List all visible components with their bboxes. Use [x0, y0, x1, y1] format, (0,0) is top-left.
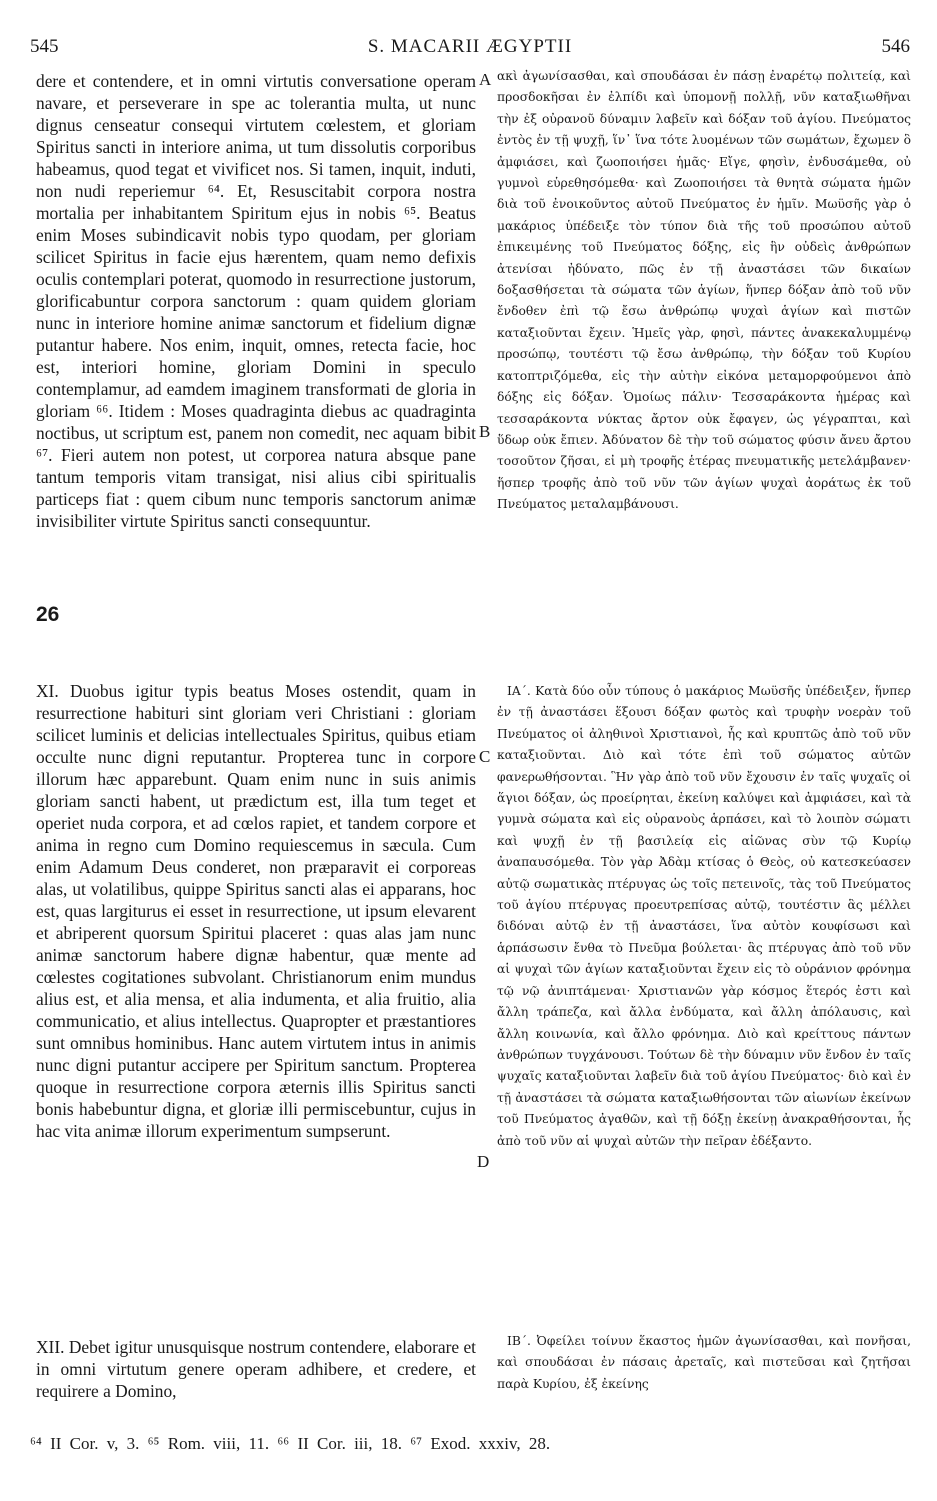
latin-paragraph-3 [36, 1336, 476, 1402]
section-marker-c: C [479, 747, 491, 766]
greek-paragraph-1 [497, 66, 911, 516]
page-header [30, 36, 910, 62]
greek-text: ακὶ ἀγωνίσασθαι, καὶ σπουδάσαι ἐν πάσῃ ἐναρέτῳ πολιτείᾳ, καὶ προσδοκῆσαι ἐν ἐλπίδι καὶ ὑπομονῇ πολλῇ, νῦν καταξιωθῆναι τὴν ἐξ οὐρανοῦ δύναμιν λαβεῖν καὶ δόξαν τοῦ ἁγίου. Πνεύματος ἐντὸς ἐν τῇ ψυχῇ, ἵν᾽ ἵνα τότε λυομένων τῶν σωμάτων, ἔχωμεν ὃ ἀμφιάσει, καὶ ζωοποιήσει ἡμᾶς· Εἴγε, φησὶν, ἐνδυσάμεθα, οὐ γυμνοὶ εὑρεθησόμεθα· καὶ Ζωοποιήσει τὰ θνητὰ σώματα ἡμῶν διὰ τοῦ ἐνοικοῦντος αὐτοῦ Πνεύματος ἐν ἡμῖν. Μωϋσῆς γὰρ ὁ μακάριος ὑπέδειξε τὸν τύπον διὰ τῆς τοῦ προσώπου αὐτοῦ ἐπικειμένης τοῦ Πνεύματος δόξης, εἰς ἣν οὐδεὶς ἀνθρώπων ἀτενίσαι ἠδύνατο, πῶς ἐν τῇ ἀναστάσει τῶν δικαίων δοξασθήσεται τὰ σώματα τῶν ἁγίων, ἥνπερ δόξαν ἀπὸ τοῦ νῦν ἔνδοθεν ἐπὶ τῷ ἔσω ἀνθρώπῳ ψυχαὶ ἁγίων καὶ πιστῶν καταξιοῦνται ἔχειν. Ἡμεῖς γὰρ, φησὶ, πάντες ἀνακεκαλυμμένῳ προσώπῳ, τουτέστι τῷ ἔσω ἀνθρώπῳ, τὴν δόξαν τοῦ Κυρίου κατοπτριζόμεθα, εἰς τὴν αὐτὴν εἰκόνα μεταμορφούμενοι ἀπὸ δόξης εἰς δόξαν. Ὁμοίως πάλιν· Τεσσαράκοντα ἡμέρας καὶ τεσσαράκοντα νύκτας ἄρτον οὐκ ἔφαγεν, ὡς γέγραπται, καὶ ὕδωρ οὐκ ἔπιεν. Ἀδύνατον δὲ τὴν τοῦ σώματος φύσιν ἄνευ ἄρτου τοσοῦτον ζῆσαι, εἰ μὴ τροφῆς ἑτέρας πνευματικῆς μετελάμβανεν· ἥσπερ τροφῆς ἀπὸ τοῦ νῦν τῶν ἁγίων ψυχαὶ ἀοράτως ἐκ τοῦ Πνεύματος μεταλαμβάνουσι. [497, 69, 911, 512]
greek-paragraph-2 [497, 681, 911, 1152]
greek-text: ΙΒ΄. Ὀφείλει τοίνυν ἕκαστος ἡμῶν ἀγωνίσασθαι, καὶ πονῆσαι, καὶ σπουδάσαι ἐν πάσαις ἀρεταῖς, καὶ πιστεῦσαι καὶ ζητῆσαι παρὰ Κυρίου, ἐξ ἐκείνης [497, 1334, 911, 1391]
footnotes: ⁶⁴ II Cor. v, 3. ⁶⁵ Rom. viii, 11. ⁶⁶ II Cor. iii, 18. ⁶⁷ Exod. xxxiv, 28. [30, 1434, 551, 1453]
section-marker-d: D [477, 1152, 490, 1171]
greek-text: ΙΑ΄. Κατὰ δύο οὖν τύπους ὁ μακάριος Μωϋσῆς ὑπέδειξεν, ἥνπερ ἐν τῇ ἀναστάσει ἕξουσι δόξαν φωτὸς καὶ τρυφὴν νοερὰν τοῦ Πνεύματος οἱ ἀληθινοὶ Χριστιανοὶ, ἧς καὶ κρυπτῶς ἀπὸ τοῦ νῦν καταξιοῦνται. Διὸ καὶ τότε ἐπὶ τοῦ σώματος αὐτῶν φανερωθήσονται. Ἣν γὰρ ἀπὸ τοῦ νῦν ἔχουσιν ἐν ταῖς ψυχαῖς οἱ ἅγιοι δόξαν, ὡς προείρηται, ἐκείνη καλύψει καὶ ἀμφιάσει, καὶ τὰ γυμνὰ σώματα καὶ εἰς οὐρανοὺς ἁρπάσει, καὶ τὸ λοιπὸν σώματι καὶ ψυχῇ ἐν τῇ βασιλείᾳ εἰς αἰῶνας σὺν τῷ Κυρίῳ ἀναπαυσόμεθα. Τὸν γὰρ Ἀδὰμ κτίσας ὁ Θεὸς, οὐ κατεσκεύασεν αὐτῷ σωματικὰς πτέρυγας ὡς τοῖς πετεινοῖς, τὰς τοῦ Πνεύματος τοῦ ἁγίου πτέρυγας προευτρεπίσας αὐτῷ, τουτέστιν ἃς μέλλει διδόναι αὐτῷ ἐν τῇ ἀναστάσει, ἵνα αὐτὸν κουφίσωσι καὶ ἁρπάσωσιν ἔνθα τὸ Πνεῦμα βούλεται· ἃς πτέρυγας ἀπὸ τοῦ νῦν αἱ ψυχαὶ τῶν ἁγίων καταξιοῦνται ἔχειν εἰς τὸ οὐράνιον φρόνημα τῷ νῷ ἀνιπτάμεναι· Χριστιανῶν γὰρ κόσμος ἕτερός ἐστι καὶ ἄλλη τράπεζα, καὶ ἄλλα ἐνδύματα, καὶ ἄλλη ἀπόλαυσις, καὶ ἄλλη κοινωνία, καὶ ἄλλο φρόνημα. Διὸ καὶ κρείττους πάντων ἀνθρώπων τυγχάνουσι. Τούτων δὲ τὴν δύναμιν νῦν ἔνδον ἐν ταῖς ψυχαῖς καταξιοῦνται λαβεῖν διὰ τοῦ ἁγίου Πνεύματος· διὸ καὶ ἐν τῇ ἀναστάσει τὰ σώματα καταξιωθήσονται τῶν αἰωνίων ἐκείνων τοῦ Πνεύματος ἀγαθῶν, καὶ τῇ δόξῃ ἐκείνῃ ἀνακραθήσονται, ἧς ἀπὸ τοῦ νῦν αἱ ψυχαὶ αὐτῶν τὴν πεῖραν ἐδέξαντο. [497, 684, 911, 1148]
latin-paragraph-2 [36, 680, 476, 1142]
page-number-left: 545 [30, 36, 59, 57]
latin-text: XI. Duobus igitur typis beatus Moses ostendit, quam in resurrectione habituri sint gloriam veri Christiani : gloriam scilicet luminis et delicias intellectuales Spiritus, quibus etiam occulte nunc digni reputantur. Propterea tunc in corpore illorum hæc apparebunt. Quam enim nunc in suis animis gloriam sancti habent, ut prædictum est, illa tum teget et operiet nuda corpora, et ad cœlos rapiet, et tandem corpore et anima in regno cum Domino requiescemus in sæcula. Cum enim Adamum Deus conderet, non præparavit ei corporeas alas, ut volatilibus, quippe Spiritus sancti alas ei apparans, hoc est, quas largiturus ei esset in resurrectione, ut ipsum elevarent et abriperent quorsum Spiritui placeret : quas alas jam nunc animæ sanctorum habere dignæ habentur, quæ mente ad cœlestes cogitationes subvolant. Christianorum enim mundus alius est, et alia mensa, et alia indumenta, et alia fruitio, alia communicatio, et alius intellectus. Quapropter et præstantiores sunt omnibus hominibus. Hanc autem virtutem intus in animis nunc digni putantur accipere per Spiritum sanctum. Propterea quoque in resurrectione corpora æternis illis Spiritus sancti bonis habebuntur digna, et gloriæ illi permiscebuntur, cujus in hac vita animæ illorum experimentum sumpserunt. [36, 681, 476, 1141]
latin-text: dere et contendere, et in omni virtutis conversatione operam navare, et perseverare in spe ac tolerantia multa, ut nunc dignus censeatur consequi virtutem cœlestem, et gloriam Spiritus sancti in interiore anima, ut tum dissolutis corporibus habeamus, quod tegat et vivificet nos. Si tamen, inquit, induti, non nudi reperiemur ⁶⁴. Et, Resuscitabit corpora nostra mortalia per inhabitantem Spiritum ejus in nobis ⁶⁵. Beatus enim Moses subindicavit nobis typo quodam, per gloriam scilicet Spiritus in facie ejus hærentem, quam nemo defixis oculis contemplari poterat, quomodo in resurrectione justorum, glorificabuntur corpora sanctorum : quam quidem gloriam nunc in interiore homine animæ sanctorum et fidelium dignæ putantur habere. Nos enim, inquit, omnes, retecta facie, hoc est, interiori homine, gloriam Domini in speculo contemplamur, ad eamdem imaginem transformati de gloria in gloriam ⁶⁶. Itidem : Moses quadraginta diebus ac quadraginta noctibus, ut scriptum est, panem non comedit, nec aquam bibit ⁶⁷. Fieri autem non potest, ut corporea natura absque pane tantum temporis vitam transigat, nisi alius cibi spiritualis particeps fiat : quem cibum nunc temporis sanctorum animæ invisibiliter virtute Spiritus sancti consequuntur. [36, 71, 476, 531]
latin-paragraph-1 [36, 70, 476, 532]
greek-paragraph-3 [497, 1331, 911, 1395]
column-number: 26 [36, 603, 60, 626]
running-title: S. MACARII ÆGYPTII [367, 36, 573, 57]
section-marker-b: B [479, 422, 491, 441]
page-number-right: 546 [881, 36, 910, 57]
section-marker-a: A [479, 70, 492, 89]
latin-text: XII. Debet igitur unusquisque nostrum contendere, elaborare et in omni virtutum genere operam adhibere, et credere, et requirere a Domino, [36, 1337, 476, 1401]
